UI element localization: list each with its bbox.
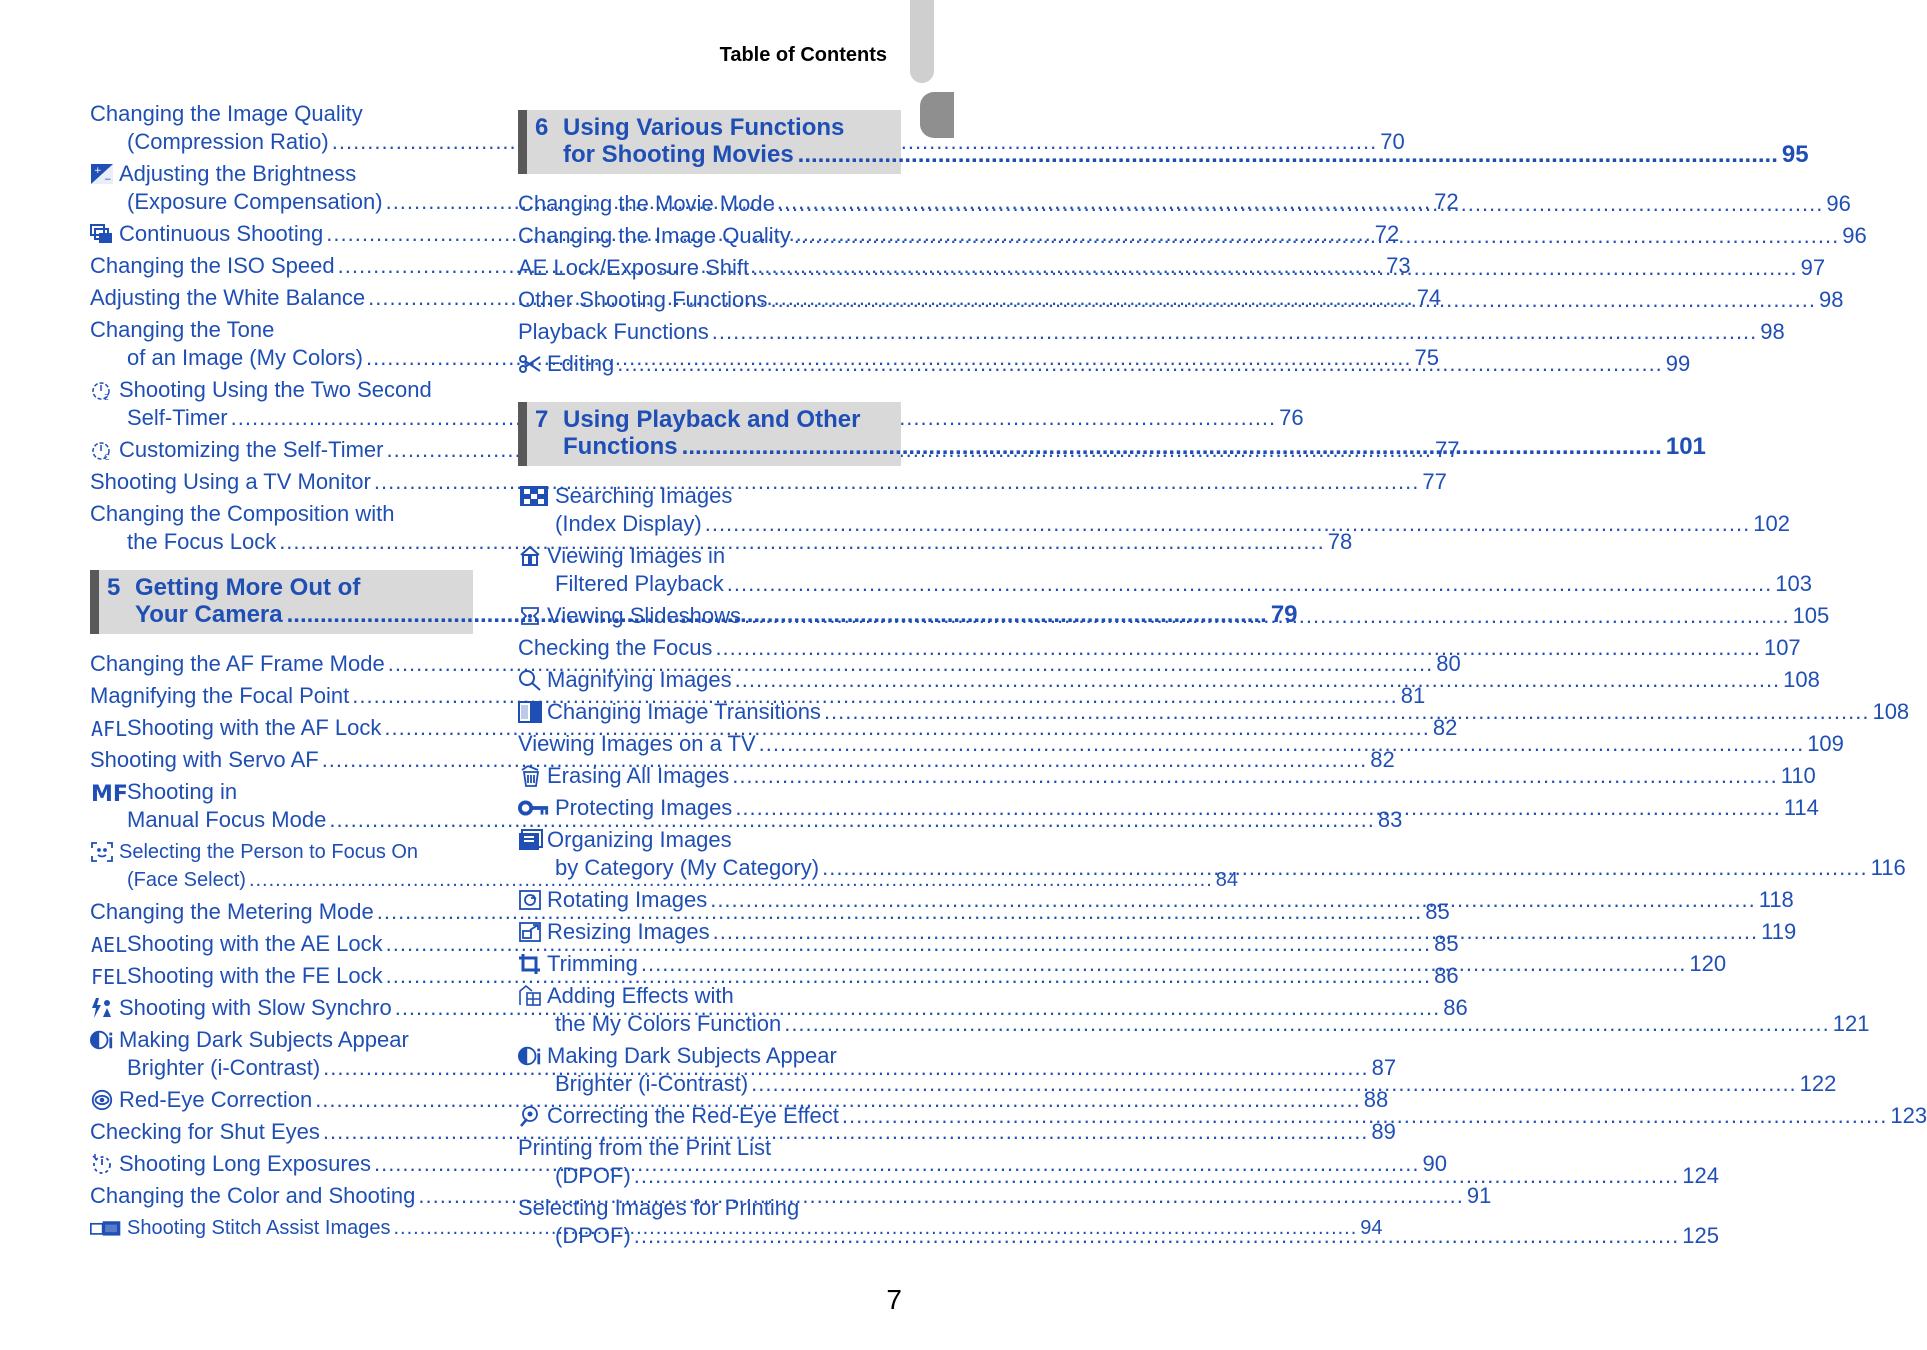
leader-dots: [735, 666, 1781, 694]
leader-dots: [713, 918, 1759, 946]
toc-entry-page: 108: [1783, 667, 1820, 692]
toc-entry[interactable]: [518, 318, 1785, 346]
leader-dots: [784, 1010, 1830, 1038]
toc-entry-page: 83: [1377, 807, 1403, 832]
toc-entry-title: Changing the Composition with: [90, 501, 395, 526]
leader-dots: [744, 602, 1790, 630]
toc-entry-title: Shooting Long Exposures: [119, 1151, 371, 1176]
toc-entry-page: 96: [1842, 223, 1867, 248]
section-number: 7: [535, 406, 549, 433]
toc-entry[interactable]: [90, 1026, 1397, 1082]
toc-entry-page: 97: [1800, 255, 1826, 280]
fe-lock-icon: [90, 965, 128, 989]
toc-entry-subtitle: Brighter (i-Contrast): [555, 1071, 749, 1096]
toc-entry-page: 70: [1380, 129, 1405, 154]
toc-entry-title: Making Dark Subjects Appear: [119, 1027, 409, 1052]
toc-entry-title: Correcting the Red-Eye Effect: [547, 1103, 839, 1128]
toc-entry-title: Changing the Metering Mode: [90, 899, 374, 924]
toc-entry-subtitle: Filtered Playback: [555, 571, 724, 596]
toc-entry-title: Other Shooting Functions: [518, 287, 768, 312]
red-eye-icon: [90, 1089, 114, 1111]
index-display-icon: [518, 485, 550, 507]
toc-entry[interactable]: [90, 746, 1395, 774]
toc-entry-title: Shooting with Servo AF: [90, 747, 319, 772]
toc-entry[interactable]: [518, 634, 1801, 662]
toc-entry-page: 76: [1279, 405, 1304, 430]
section-title-line1: Getting More Out of: [135, 574, 361, 601]
toc-entry-page: 96: [1826, 191, 1851, 216]
toc-entry-title: Resizing Images: [547, 919, 710, 944]
toc-entry-page: 103: [1775, 571, 1812, 596]
long-exposure-icon: [90, 1153, 114, 1175]
toc-entry[interactable]: [90, 714, 1458, 742]
toc-entry-title: Shooting Using a TV Monitor: [90, 469, 371, 494]
toc-entry-page: 84: [1215, 869, 1239, 891]
toc-entry-page: 81: [1400, 683, 1426, 708]
leader-dots: [751, 1070, 1797, 1098]
manual-focus-icon: [90, 781, 128, 807]
svg-text:AFL: AFL: [91, 717, 128, 741]
toc-entry-title: AE Lock/Exposure Shift: [518, 255, 750, 280]
transition-icon: [518, 701, 542, 723]
toc-entry-page: 121: [1832, 1011, 1870, 1036]
toc-entry-page: 116: [1870, 855, 1906, 880]
toc-entry-title: Organizing Images: [547, 827, 732, 852]
toc-entry-page: 119: [1761, 919, 1797, 944]
toc-entry-page: 89: [1371, 1119, 1396, 1144]
toc-entry-subtitle: (Face Select): [127, 869, 246, 891]
toc-entry[interactable]: [518, 542, 1812, 598]
toc-entry-title: Shooting in: [127, 779, 238, 804]
slideshow-icon: [518, 605, 542, 627]
toc-entry-page: 91: [1466, 1183, 1492, 1208]
toc-entry-title: Magnifying Images: [547, 667, 732, 692]
toc-entry-title: Selecting Images for Printing: [518, 1195, 800, 1220]
toc-entry-title: Changing the Movie Mode: [518, 191, 775, 216]
toc-entry-page: 72: [1434, 189, 1459, 214]
svg-text:2: 2: [104, 393, 110, 402]
toc-entry-page: 87: [1371, 1055, 1397, 1080]
toc-entry-subtitle: (Index Display): [555, 511, 702, 536]
i-contrast-icon: [90, 1029, 114, 1051]
toc-entry-page: 74: [1416, 285, 1442, 310]
toc-entry-subtitle: Brighter (i-Contrast): [127, 1055, 321, 1080]
toc-entry-title: Rotating Images: [547, 887, 708, 912]
toc-entry-title: Magnifying the Focal Point: [90, 683, 350, 708]
scissors-icon: [518, 353, 542, 375]
toc-entry-page: 122: [1799, 1071, 1837, 1096]
toc-entry-page: 78: [1327, 529, 1353, 554]
leader-dots: [634, 1222, 1680, 1250]
svg-text:AEL: AEL: [91, 933, 128, 957]
leader-dots: [770, 286, 1816, 314]
toc-entry-subtitle: of an Image (My Colors): [127, 345, 363, 370]
toc-entry-title: Shooting with the FE Lock: [127, 963, 383, 988]
toc-entry-page: 107: [1763, 635, 1801, 660]
toc-entry-page: 98: [1760, 319, 1785, 344]
toc-entry[interactable]: [518, 482, 1790, 538]
leader-dots: [759, 730, 1805, 758]
section-title-line2: Your Camera: [135, 601, 283, 628]
leader-dots: [682, 433, 1662, 460]
toc-entry-page: 109: [1807, 731, 1844, 756]
toc-entry-page: 94: [1360, 1217, 1383, 1239]
section-title-line1: Using Playback and Other: [563, 406, 861, 433]
toc-entry-page: 72: [1374, 221, 1400, 246]
toc-entry-page: 102: [1753, 511, 1790, 536]
toc-entry-page: 73: [1386, 253, 1411, 278]
leader-dots: [712, 318, 1758, 346]
toc-entry-page: 86: [1434, 963, 1459, 988]
resize-icon: [518, 921, 542, 943]
toc-entry-title: Changing the ISO Speed: [90, 253, 335, 278]
toc-entry-subtitle: by Category (My Category): [555, 855, 820, 880]
leader-dots: [732, 762, 1778, 790]
leader-dots: [727, 570, 1773, 598]
toc-entry-title: Printing from the Print List: [518, 1135, 772, 1160]
section-page: 101: [1665, 433, 1706, 460]
page-header-title: Table of Contents: [719, 44, 887, 66]
protect-key-icon: [518, 797, 550, 819]
leader-dots: [705, 510, 1751, 538]
leader-dots: [798, 141, 1778, 168]
toc-entry-title: Changing the AF Frame Mode: [90, 651, 385, 676]
toc-entry-title: Searching Images: [555, 483, 733, 508]
toc-entry-title: Shooting with the AE Lock: [127, 931, 383, 956]
section-number: 5: [107, 574, 121, 601]
svg-text:FEL: FEL: [91, 965, 128, 989]
exposure-icon: [90, 163, 114, 185]
svg-text:+: +: [94, 166, 102, 176]
svg-text:C: C: [104, 453, 110, 462]
leader-dots: [710, 886, 1756, 914]
toc-entry-title: Making Dark Subjects Appear: [547, 1043, 837, 1068]
toc-entry-title: Changing the Image Quality: [518, 223, 791, 248]
self-timer-2s-icon: [90, 379, 114, 401]
toc-entry-title: Changing the Tone: [90, 317, 275, 342]
i-contrast-icon: [518, 1045, 542, 1067]
toc-entry-subtitle: (Compression Ratio): [127, 129, 329, 154]
leader-dots: [735, 794, 1781, 822]
toc-entry-subtitle: the Focus Lock: [127, 529, 277, 554]
toc-entry-page: 88: [1363, 1087, 1389, 1112]
toc-entry[interactable]: [90, 682, 1426, 710]
toc-entry-title: Shooting Using the Two Second: [119, 377, 432, 402]
toc-entry-subtitle: the My Colors Function: [555, 1011, 782, 1036]
svg-text:−: −: [104, 175, 112, 185]
toc-entry-title: Editing: [547, 351, 615, 376]
toc-entry-subtitle: Self-Timer: [127, 405, 228, 430]
toc-entry-page: 118: [1758, 887, 1794, 912]
toc-entry-title: Red-Eye Correction: [119, 1087, 313, 1112]
toc-entry-title: Changing the Color and Shooting: [90, 1183, 416, 1208]
leader-dots: [794, 222, 1840, 250]
toc-entry-page: 123: [1890, 1103, 1927, 1128]
toc-entry-page: 77: [1435, 437, 1460, 462]
section-title-line2: Functions: [563, 433, 678, 460]
rotate-icon: [518, 889, 542, 911]
magnify-icon: [518, 669, 542, 691]
toc-entry-title: Checking the Focus: [518, 635, 713, 660]
toc-entry-page: 108: [1872, 699, 1910, 724]
toc-entry-title: Viewing Images in: [547, 543, 726, 568]
toc-entry-title: Adding Effects with: [547, 983, 734, 1008]
toc-entry[interactable]: [518, 666, 1820, 694]
section-title-line1: Using Various Functions: [563, 114, 845, 141]
toc-entry-page: 98: [1819, 287, 1844, 312]
continuous-shooting-icon: [90, 223, 114, 245]
toc-entry[interactable]: [90, 1086, 1389, 1114]
toc-entry-page: 85: [1434, 931, 1459, 956]
leader-dots: [778, 190, 1824, 218]
toc-entry-page: 77: [1422, 469, 1447, 494]
face-select-icon: [90, 841, 114, 863]
stitch-assist-icon: [90, 1217, 122, 1239]
erase-icon: [518, 765, 542, 787]
toc-entry-title: Customizing the Self-Timer: [119, 437, 384, 462]
toc-entry-title: Trimming: [547, 951, 638, 976]
toc-entry-title: Protecting Images: [555, 795, 733, 820]
my-colors-icon: [518, 985, 542, 1007]
toc-entry-title: Adjusting the White Balance: [90, 285, 366, 310]
toc-entry[interactable]: [518, 730, 1844, 758]
toc-entry-page: 125: [1682, 1223, 1719, 1248]
toc-entry-title: Changing the Image Quality: [90, 101, 363, 126]
toc-entry-page: 99: [1665, 351, 1691, 376]
toc-entry-page: 90: [1422, 1151, 1447, 1176]
toc-entry-title: Viewing Images on a TV: [518, 731, 756, 756]
leader-dots: [641, 950, 1687, 978]
ae-lock-icon: [90, 933, 128, 957]
toc-entry-title: Checking for Shut Eyes: [90, 1119, 320, 1144]
toc-entry[interactable]: [90, 650, 1461, 678]
toc-entry-page: 82: [1432, 715, 1458, 740]
toc-entry-title: Erasing All Images: [547, 763, 730, 788]
toc-entry[interactable]: [518, 1102, 1927, 1130]
toc-entry-page: 124: [1682, 1163, 1719, 1188]
toc-entry-subtitle: Manual Focus Mode: [127, 807, 327, 832]
toc-entry-title: Adjusting the Brightness: [119, 161, 357, 186]
toc-entry-title: Shooting Stitch Assist Images: [127, 1217, 391, 1239]
toc-entry-title: Changing Image Transitions: [547, 699, 821, 724]
toc-entry-title: Selecting the Person to Focus On: [119, 841, 419, 863]
red-eye-correct-icon: [518, 1105, 542, 1127]
toc-entry-subtitle: (DPOF): [555, 1163, 631, 1188]
toc-entry-page: 82: [1370, 747, 1395, 772]
leader-dots: [842, 1102, 1888, 1130]
leader-dots: [617, 350, 1663, 378]
trimming-icon: [518, 953, 542, 975]
my-category-icon: [518, 829, 542, 851]
toc-entry-page: 120: [1689, 951, 1727, 976]
toc-entry-page: 86: [1443, 995, 1468, 1020]
toc-entry-subtitle: (Exposure Compensation): [127, 189, 383, 214]
toc-entry-title: Continuous Shooting: [119, 221, 324, 246]
section-page: 79: [1270, 601, 1298, 628]
toc-entry-page: 85: [1425, 899, 1450, 924]
toc-entry-title: Playback Functions: [518, 319, 709, 344]
af-lock-icon: [90, 717, 128, 741]
leader-dots: [752, 254, 1798, 282]
toc-entry-title: Shooting with Slow Synchro: [119, 995, 392, 1020]
leader-dots: [822, 854, 1868, 882]
toc-entry-page: 105: [1792, 603, 1830, 628]
toc-entry-page: 114: [1783, 795, 1819, 820]
toc-entry[interactable]: [518, 762, 1816, 790]
toc-entry[interactable]: [90, 1118, 1396, 1146]
leader-dots: [715, 634, 1761, 662]
section-page: 95: [1781, 141, 1809, 168]
toc-entry-page: 75: [1414, 345, 1439, 370]
toc-entry[interactable]: [518, 698, 1910, 726]
page-number: 7: [886, 1284, 902, 1315]
toc-entry-page: 80: [1436, 651, 1461, 676]
leader-dots: [634, 1162, 1680, 1190]
svg-text:MF: MF: [91, 782, 128, 807]
toc-entry-subtitle: (DPOF): [555, 1223, 631, 1248]
section-number: 6: [535, 114, 549, 141]
leader-dots: [824, 698, 1870, 726]
filtered-playback-icon: [518, 545, 542, 567]
toc-entry-page: 110: [1780, 763, 1816, 788]
chapter-tab-top: [910, 0, 934, 83]
toc-entry-title: Viewing Slideshows: [547, 603, 742, 628]
toc-entry-title: Shooting with the AF Lock: [127, 715, 382, 740]
section-title-line2: for Shooting Movies: [563, 141, 794, 168]
self-timer-custom-icon: [90, 439, 114, 461]
slow-synchro-icon: [90, 997, 114, 1019]
